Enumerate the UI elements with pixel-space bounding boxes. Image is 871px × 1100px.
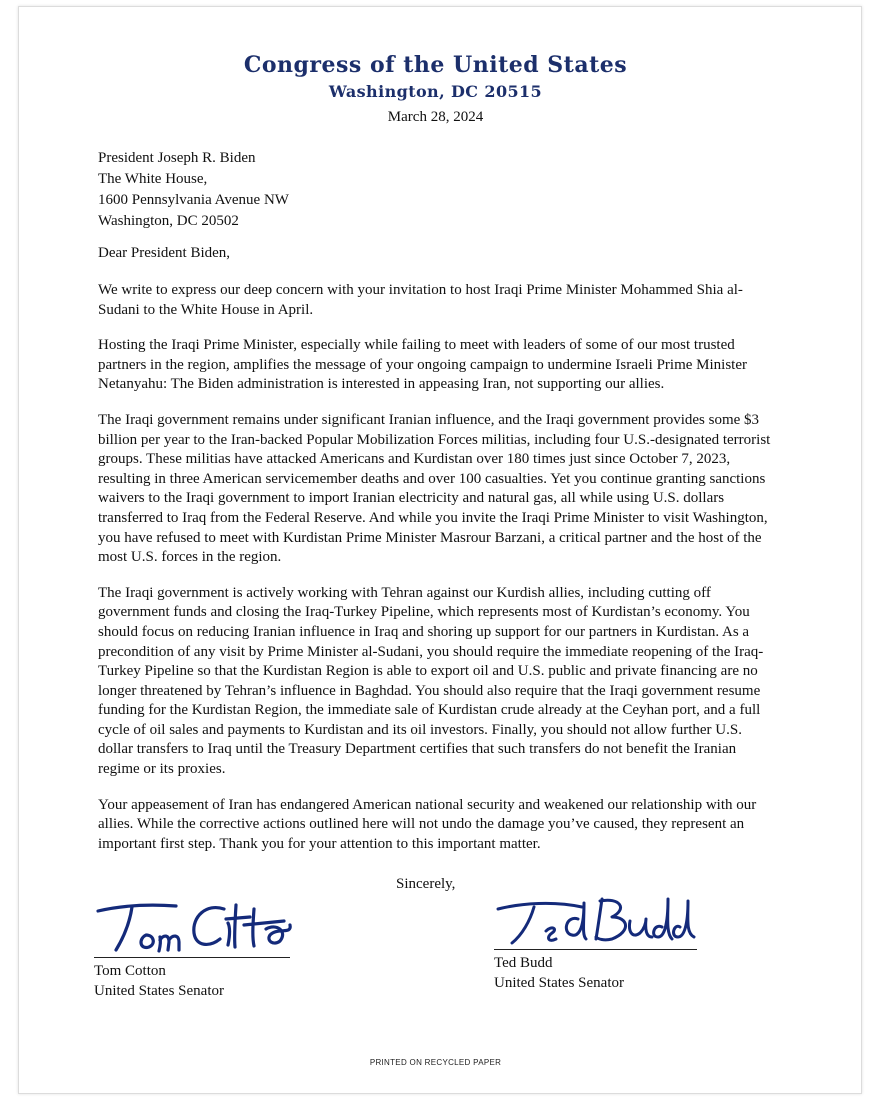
letter-body <box>98 281 778 870</box>
body-paragraph: Your appeasement of Iran has endangered American national security and weakened our relationship with our allies. While the corrective actions outlined here will not undo the damage you’ve caused, they represent an important first step. Thank you for your attention to this important matter. <box>98 796 757 852</box>
closing: Sincerely, <box>396 876 456 892</box>
recipient-line: 1600 Pennsylvania Avenue NW <box>98 192 289 208</box>
recycled-paper-footer: PRINTED ON RECYCLED PAPER <box>369 1058 502 1067</box>
signer-name: Tom Cotton <box>94 963 166 979</box>
letterhead-title: Congress of the United States <box>243 52 628 78</box>
recipient-address <box>98 148 289 232</box>
signature-budd <box>494 893 699 949</box>
signer-title: United States Senator <box>94 982 224 999</box>
signature-block-budd <box>494 893 699 993</box>
signature-line <box>494 949 697 950</box>
signature-cotton <box>94 895 309 957</box>
signer-name: Ted Budd <box>494 955 553 971</box>
letter-date: March 28, 2024 <box>387 109 484 125</box>
recipient-line: Washington, DC 20502 <box>98 213 239 229</box>
signer-title: United States Senator <box>494 974 624 991</box>
body-paragraph: Hosting the Iraqi Prime Minister, especially while failing to meet with leaders of some of our most trusted partners in the region, amplifies the message of your ongoing campaign to undermine Israeli Prime Minister Netanyahu: The Biden administration is interested in appeasing Iran, not supporting our allies. <box>98 337 747 393</box>
recipient-line: The White House, <box>98 171 208 187</box>
body-paragraph: The Iraqi government remains under significant Iranian influence, and the Iraqi government provides some $3 billion per year to the Iran-backed Popular Mobilization Forces militias, including four U.S.-designated terrorist groups. These militias have attacked Americans and Kurdistan over 180 times just since October 7, 2023, resulting in three American servicemember deaths and over 100 casualties. Yet you continue granting sanctions waivers to the Iraqi government to import Iranian electricity and natural gas, all while using U.S. dollars transferred to Iraq from the Federal Reserve. And while you invite the Iraqi Prime Minister to visit Washington, you have refused to meet with Kurdistan Prime Minister Masrour Barzani, a critical partner and the host of the most U.S. forces in the region. <box>98 411 771 566</box>
signature-block-cotton <box>94 895 309 1001</box>
signature-line <box>94 957 290 958</box>
letterhead-city: Washington, DC 20515 <box>328 82 543 101</box>
body-paragraph: We write to express our deep concern with your invitation to host Iraqi Prime Minister Mohammed Shia al-Sudani to the White House in April. <box>98 282 743 318</box>
body-paragraph: The Iraqi government is actively working with Tehran against our Kurdish allies, including cutting off government funds and closing the Iraq-Turkey Pipeline, which represents most of Kurdistan’s economy. You should focus on reducing Iranian influence in Iraq and shoring up support for our partners in Kurdistan. As a precondition of any visit by Prime Minister al-Sudani, you should require the immediate reopening of the Iraq-Turkey Pipeline so that the Kurdistan Region is able to export oil and U.S. public and private financing are no longer threatened by Tehran’s influence in Baghdad. You should also require that the Iraqi government resume funding for the Kurdistan Region, the immediate sale of Kurdistan crude already at the Ceyhan port, and a full cycle of oil sales and payments to Kurdistan and its oil investors. Finally, you should not allow further U.S. dollar transfers to Iraq until the Treasury Department certifies that such transfers do not benefit the Iranian regime or its proxies. <box>98 584 764 778</box>
salutation: Dear President Biden, <box>98 245 231 261</box>
recipient-line: President Joseph R. Biden <box>98 150 256 166</box>
